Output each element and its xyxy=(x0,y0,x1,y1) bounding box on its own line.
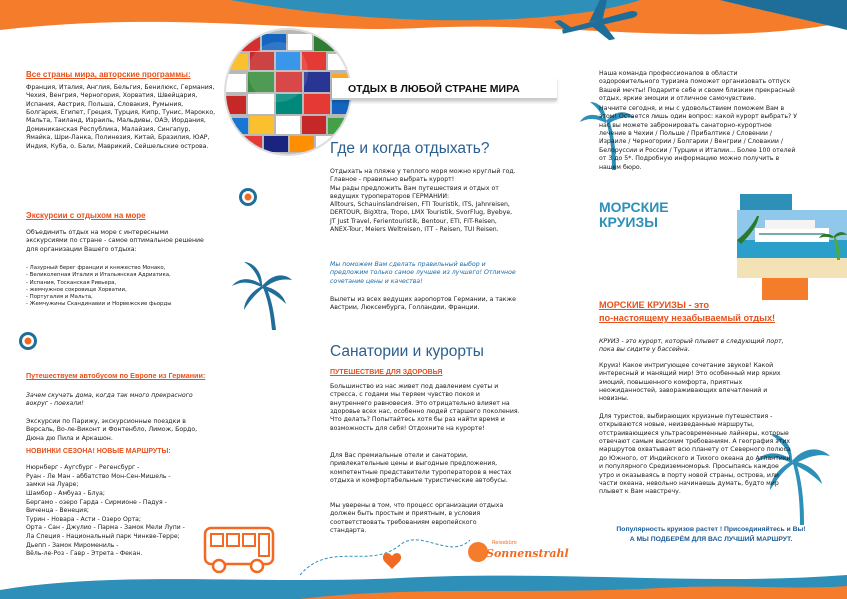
sanatorium-text-3: Мы уверены в том, что процесс организации отдыха должен быть простым и приятным, в условия соответствовать требованиям европейского стандарта. xyxy=(330,502,504,535)
bus-quote: Зачем скучать дома, когда так много прекрасного вокруг - поехали! xyxy=(26,392,193,408)
cruise-footer-1: Популярность круизов растет ! Присоединяйтесь и Вы! xyxy=(616,526,806,533)
sea-title: Экскурсии с отдыхом на море xyxy=(26,211,146,220)
sea-list-item: - Португалия и Мальта, xyxy=(26,294,93,301)
route-item: Виченца - Венеция; xyxy=(26,507,89,515)
middle-column xyxy=(282,0,569,599)
cruise-subheading xyxy=(599,299,775,326)
banner-title: ОТДЫХ В ЛЮБОЙ СТРАНЕ МИРА xyxy=(348,83,520,95)
cruise-text-2: Для туристов, выбирающих круизные путешествия - открываются новые, неизведанные маршруты, отстраивающиеся ультрасовременные лайнеры, которые отвечают самым высоким требованиям. А география этих маршрутов охватывает всю планету от Северного полюса до Южного, от Индийского и Тихого океана до Атлантики и популярного Средиземноморья. Просыпаясь каждое утро и оказываясь в порту новой страны, острова, или части океана, невольно начинаешь думать, будто мир плывет к Вам навстречу. xyxy=(599,413,791,496)
airports-text: Вылеты из всех ведущих аэропортов Германии, а также Австрии, Люксембурга, Голландии, Франции. xyxy=(330,296,516,312)
right-column xyxy=(565,0,847,599)
route-item: Орта - Сан - Джулио - Парма - Замок Мели Лупи - xyxy=(26,524,185,532)
logo-main-text: Sonnenstrahl xyxy=(486,547,569,560)
routes-title: НОВИНКИ СЕЗОНА! НОВЫЕ МАРШРУТЫ: xyxy=(26,448,171,455)
route-item: Турин - Новара - Асти - Озеро Орта; xyxy=(26,515,141,523)
sea-intro: Объединить отдых на море с интересными экскурсиями по стране - самое оптимальное решение для организации Вашего отдыха: xyxy=(26,229,204,253)
sanatorium-title: Санатории и курорты xyxy=(330,343,484,360)
sanatorium-text-1: Большинство из нас живет под давлением суеты и стресса, с годами мы теряем чувство покоя и внутреннего равновесия. Это отрицательно влияет на здоровье всех нас, особенно людей старшего поколения. Что делать? Попытайтесь хотя бы раз найти время и возможность для себя! Отдохните на курорте! xyxy=(330,383,520,432)
cruise-text-1: Круиз! Какое интригующее сочетание звуков! Какой интересный и манящий мир! Это особенный мир ярких эмоций, повышенного комфорта, приятных неожиданностей, завораживающих впечатлений и новизны. xyxy=(599,362,781,403)
route-item: Руан - Ле Ман - аббатство Мон-Сен-Мишель - xyxy=(26,472,171,480)
bus-title: Путешествуем автобусом по Европе из Германии: xyxy=(26,371,206,380)
route-item: Дьепп - Замок Миромениль - xyxy=(26,541,119,549)
route-item: Нюрнберг - Аугсбург - Регенсбург - xyxy=(26,464,140,471)
cruise-heading xyxy=(599,200,669,231)
cruise-quote: КРУИЗ - это курорт, который плывет в следующий порт, пока вы сидите у бассейна. xyxy=(599,338,784,354)
route-item: Шамбор - Амбуаз - Блуа; xyxy=(26,489,105,497)
sanatorium-subtitle: ПУТЕШЕСТВИЕ ДЛЯ ЗДОРОВЬЯ xyxy=(330,369,443,376)
cruise-heading-2: КРУИЗЫ xyxy=(599,214,658,231)
where-text-2: Мы рады предложить Вам путешествия и отдых от ведущих туроператоров ГЕРМАНИИ: xyxy=(330,185,499,201)
banner-box xyxy=(332,78,557,100)
route-item: Бергамо - озеро Гарда - Сирмионе - Падуя - xyxy=(26,498,167,506)
intro-text: Наша команда профессионалов в области оздоровительного туризма поможет организовать отпуск Вашей мечты! Подарите себе и своим близким прекрасный отдых, яркие эмоции и отличное самочувствие. xyxy=(599,70,795,103)
company-logo xyxy=(468,540,569,566)
cruise-footer-2: А МЫ ПОДБЕРЁМ ДЛЯ ВАС ЛУЧШИЙ МАРШРУТ. xyxy=(629,535,793,543)
sea-list-item: - Жемчужины Скандинавии и Норвежские фьорды xyxy=(26,301,172,308)
countries-title: Все страны мира, авторские программы: xyxy=(26,70,191,79)
route-item: замки на Луаре; xyxy=(26,481,79,489)
where-text-1: Отдыхать на пляже у теплого моря можно круглый год. Главное - правильно выбрать курорт! xyxy=(330,168,516,184)
bus-text: Экскурсии по Парижу, экскурсионные поездки в Версаль, Во-ле-Виконт и Фонтенбло, Лимож, Бордо, Дюна дю Пила и Аркашон. xyxy=(26,418,198,442)
cruise-footer xyxy=(601,525,821,544)
countries-text: Франция, Италия, Англия, Бельгия, Бенилюкс, Германия, Чехия, Венгрия, Черногория, Хорватия, Швейцария, Испания, Австрия, Польша, Словакия, Румыния, Болгария, Египет, Греция, Турция, Кипр, Тунис, Марокко, Мальта, Таиланд, Израиль, Мальдивы, ОАЭ, Иордания, Доминиканская Республика, Малайзия, Сингапур, Ямайка, Шри-Ланка, Полинезия, Китай, Бразилия, ЮАР, Индия, Куба, о. Бали, Маврикий, Сейшельские острова. xyxy=(26,84,216,150)
intro-text-2: Начните сегодня, и мы с удовольствием поможем Вам в этом! Остается лишь один вопрос: какой курорт выбрать? У нас вы можете забронировать санаторно-курортное лечение в Чехии / Польше / Прибалтике / Словении / Израиле / Черногории / Болгарии / Венгрии / Словакии / Белоруссии и России / Турции и Италии... Более 100 отелей от 3 до 5*. Подробную информацию можно получить в нашем бюро. xyxy=(599,105,798,171)
cruise-heading-1: МОРСКИЕ xyxy=(599,199,669,215)
help-quote: Мы поможем Вам сделать правильный выбор и предложим только самое лучшее из лучшего! Отличное сочетание цены и качества! xyxy=(330,261,516,285)
sea-list-item: - Великолепная Италия и Итальянская Адриатика, xyxy=(26,272,171,279)
route-item: Вёль-ле-Роз - Гавр - Этрета - Фекан. xyxy=(26,550,143,558)
operators-text: Alltours, Schauinslandreisen, FTI Touristik, ITS, Jahnreisen, DERTOUR, BigXtra, Tropo, LMX Touristik, SvorFlug, Byebye, JT Just Travel, Ferientouristik, Bentour, ETI, FIT-Reisen, ANEX-Tour, Meiers Weltreisen, ITT - Reisen, TUI Reisen. xyxy=(330,201,513,234)
route-item: Ла Специя - Национальный парк Чинкве-Терре; xyxy=(26,533,180,541)
sea-list xyxy=(26,265,226,309)
routes-list xyxy=(26,464,226,559)
where-title: Где и когда отдыхать? xyxy=(330,140,490,157)
sun-logo-icon xyxy=(468,542,488,562)
cruise-subheading-2: по-настоящему незабываемый отдых! xyxy=(599,313,776,324)
sea-list-item: - Лазурный берег франции и княжество Монако, xyxy=(26,265,166,271)
cruise-ship-photo xyxy=(737,210,847,278)
sanatorium-text-2: Для Вас премиальные отели и санатории, привлекательные цены и выгодные предложения, компетентные представители туроператоров в местах отдыха и комфортабельные туристические автобусы. xyxy=(330,452,512,485)
logo-top-text: Reisebüro xyxy=(492,540,517,546)
cruise-subheading-1: МОРСКИЕ КРУИЗЫ - это xyxy=(599,300,710,310)
sea-list-item: - Испания, Тосканская Ривьера, xyxy=(26,279,117,286)
sea-list-item: - жемчужное сокровище Хорватии, xyxy=(26,286,127,293)
